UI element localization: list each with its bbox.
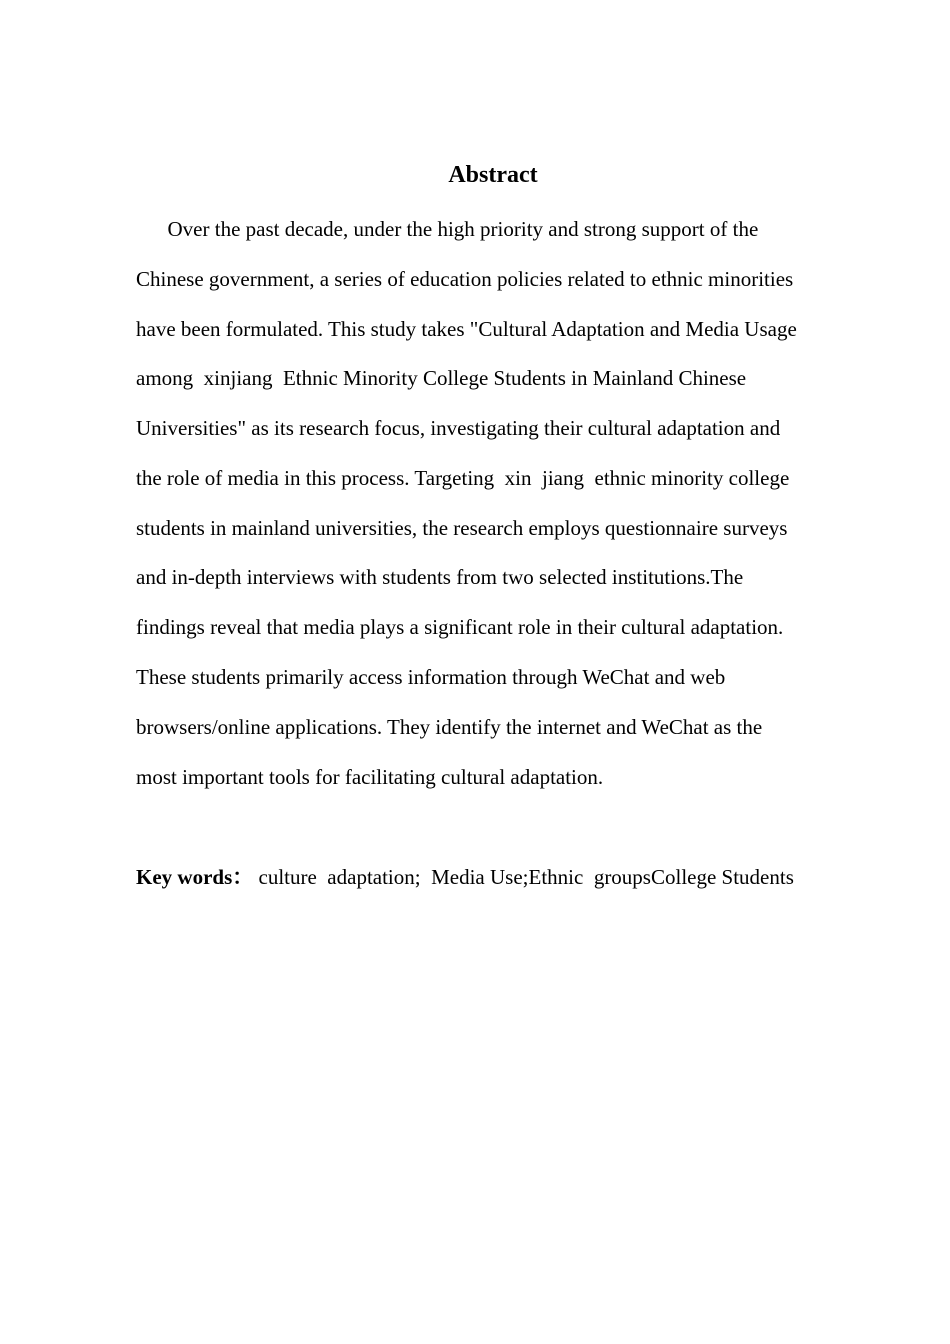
abstract-line: most important tools for facilitating cultural adaptation. — [136, 765, 604, 789]
abstract-line: Chinese government, a series of education policies related to ethnic minorities — [136, 267, 794, 291]
abstract-line: Over the past decade, under the high priority and strong support of the — [136, 217, 759, 241]
abstract-title: Abstract — [448, 162, 538, 188]
abstract-line: among xinjiang Ethnic Minority College Students in Mainland Chinese — [136, 366, 747, 390]
abstract-line: browsers/online applications. They identify the internet and WeChat as the — [136, 715, 763, 739]
abstract-line: findings reveal that media plays a significant role in their cultural adaptation. — [136, 615, 784, 639]
abstract-line: students in mainland universities, the research employs questionnaire surveys — [136, 516, 788, 540]
abstract-line: These students primarily access information through WeChat and web — [136, 665, 726, 689]
keywords-label: Key words： — [136, 865, 254, 889]
keywords-line — [136, 863, 794, 891]
abstract-line: Universities" as its research focus, investigating their cultural adaptation and — [136, 416, 781, 440]
abstract-line: the role of media in this process. Targeting xin jiang ethnic minority college — [136, 466, 790, 490]
abstract-line: have been formulated. This study takes "Cultural Adaptation and Media Usage — [136, 317, 797, 341]
keywords-value: culture adaptation; Media Use;Ethnic groupsCollege Students — [253, 865, 794, 889]
abstract-line: and in-depth interviews with students from two selected institutions.The — [136, 565, 744, 589]
